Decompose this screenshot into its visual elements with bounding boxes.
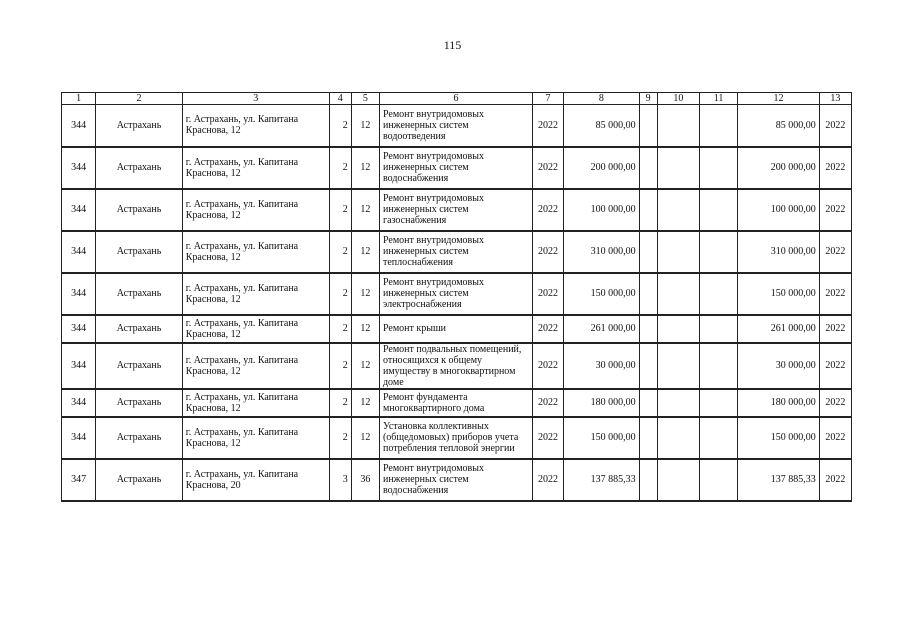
table-cell-col-8: 310 000,00 [564,231,639,273]
table-cell-col-12: 180 000,00 [738,389,820,417]
table-cell-col-9 [639,417,657,459]
column-header-4: 4 [329,93,351,105]
page-number: 115 [443,38,462,52]
table-row [62,343,852,389]
column-header-13: 13 [819,93,851,105]
table-cell-col-12: 137 885,33 [738,459,820,501]
table-cell-col-3: г. Астрахань, ул. Капитана Краснова, 20 [182,459,329,501]
table-cell-col-1: 344 [62,231,96,273]
table-cell-col-7: 2022 [532,417,563,459]
table-cell-col-13: 2022 [819,231,851,273]
table-cell-col-3: г. Астрахань, ул. Капитана Краснова, 12 [182,231,329,273]
table-cell-col-7: 2022 [532,315,563,343]
table-cell-col-1: 344 [62,147,96,189]
table-cell-col-8: 261 000,00 [564,315,639,343]
table-cell-col-9 [639,189,657,231]
table-cell-col-1: 347 [62,459,96,501]
table-cell-col-8: 200 000,00 [564,147,639,189]
table-cell-col-1: 344 [62,389,96,417]
table-cell-col-13: 2022 [819,417,851,459]
table-cell-col-8: 180 000,00 [564,389,639,417]
column-header-8: 8 [564,93,639,105]
table-cell-col-12: 100 000,00 [738,189,820,231]
table-row [62,315,852,343]
table-cell-col-7: 2022 [532,105,563,147]
table-cell-col-1: 344 [62,105,96,147]
table-row [62,273,852,315]
table-cell-col-6: Ремонт внутридомовых инженерных систем водоотведения [379,105,532,147]
table-cell-col-4: 2 [329,343,351,389]
table-cell-col-9 [639,231,657,273]
table-cell-col-13: 2022 [819,315,851,343]
table-cell-col-2: Астрахань [96,273,183,315]
table-cell-col-7: 2022 [532,343,563,389]
table-cell-col-9 [639,389,657,417]
column-header-3: 3 [182,93,329,105]
column-header-7: 7 [532,93,563,105]
table-cell-col-7: 2022 [532,231,563,273]
table-cell-col-12: 30 000,00 [738,343,820,389]
table-cell-col-11 [699,417,737,459]
table-row [62,189,852,231]
table-cell-col-2: Астрахань [96,417,183,459]
table-cell-col-5: 12 [351,315,379,343]
table-cell-col-4: 2 [329,147,351,189]
table-cell-col-13: 2022 [819,459,851,501]
table-cell-col-6: Установка коллективных (общедомовых) приборов учета потребления тепловой энергии [379,417,532,459]
table-cell-col-10 [657,459,699,501]
column-header-6: 6 [379,93,532,105]
column-header-10: 10 [657,93,699,105]
table-cell-col-9 [639,105,657,147]
table-cell-col-5: 12 [351,417,379,459]
table-cell-col-6: Ремонт внутридомовых инженерных систем газоснабжения [379,189,532,231]
table-cell-col-3: г. Астрахань, ул. Капитана Краснова, 12 [182,343,329,389]
table-cell-col-6: Ремонт внутридомовых инженерных систем водоснабжения [379,459,532,501]
table-body [62,105,852,501]
table-cell-col-9 [639,147,657,189]
table-cell-col-11 [699,459,737,501]
table-cell-col-4: 3 [329,459,351,501]
table-cell-col-13: 2022 [819,389,851,417]
table-cell-col-6: Ремонт внутридомовых инженерных систем электроснабжения [379,273,532,315]
table-cell-col-9 [639,343,657,389]
table-row [62,105,852,147]
table-cell-col-8: 100 000,00 [564,189,639,231]
table-cell-col-10 [657,273,699,315]
table-cell-col-7: 2022 [532,389,563,417]
table-cell-col-2: Астрахань [96,105,183,147]
table-cell-col-13: 2022 [819,343,851,389]
table-cell-col-8: 137 885,33 [564,459,639,501]
table-cell-col-3: г. Астрахань, ул. Капитана Краснова, 12 [182,147,329,189]
table-cell-col-9 [639,315,657,343]
table-cell-col-12: 150 000,00 [738,273,820,315]
table-cell-col-6: Ремонт внутридомовых инженерных систем водоснабжения [379,147,532,189]
table-cell-col-11 [699,105,737,147]
table-cell-col-6: Ремонт фундамента многоквартирного дома [379,389,532,417]
table-cell-col-5: 12 [351,147,379,189]
table-cell-col-1: 344 [62,315,96,343]
table-header [62,93,852,105]
table-cell-col-10 [657,105,699,147]
table-cell-col-3: г. Астрахань, ул. Капитана Краснова, 12 [182,189,329,231]
table-cell-col-11 [699,147,737,189]
table-cell-col-2: Астрахань [96,189,183,231]
table-cell-col-6: Ремонт подвальных помещений, относящихся к общему имуществу в многоквартирном доме [379,343,532,389]
table-row [62,147,852,189]
table-cell-col-2: Астрахань [96,343,183,389]
table-cell-col-11 [699,231,737,273]
table-cell-col-13: 2022 [819,105,851,147]
table-cell-col-11 [699,343,737,389]
table-cell-col-3: г. Астрахань, ул. Капитана Краснова, 12 [182,417,329,459]
table-cell-col-3: г. Астрахань, ул. Капитана Краснова, 12 [182,105,329,147]
table-cell-col-10 [657,231,699,273]
table-cell-col-10 [657,343,699,389]
table-cell-col-7: 2022 [532,273,563,315]
table-cell-col-9 [639,459,657,501]
table-cell-col-4: 2 [329,315,351,343]
table-cell-col-6: Ремонт внутридомовых инженерных систем теплоснабжения [379,231,532,273]
column-header-11: 11 [699,93,737,105]
table-cell-col-5: 12 [351,105,379,147]
table-cell-col-5: 12 [351,273,379,315]
table-cell-col-10 [657,417,699,459]
table-cell-col-4: 2 [329,273,351,315]
table-cell-col-10 [657,147,699,189]
table-cell-col-12: 261 000,00 [738,315,820,343]
table-cell-col-7: 2022 [532,147,563,189]
table-cell-col-10 [657,315,699,343]
table-cell-col-10 [657,389,699,417]
table-row [62,231,852,273]
table-cell-col-6: Ремонт крыши [379,315,532,343]
column-header-9: 9 [639,93,657,105]
table-cell-col-2: Астрахань [96,147,183,189]
table-cell-col-2: Астрахань [96,315,183,343]
works-table [61,92,852,502]
table-cell-col-4: 2 [329,389,351,417]
header-row [62,93,852,105]
table-cell-col-1: 344 [62,343,96,389]
table-cell-col-5: 12 [351,343,379,389]
table-cell-col-12: 85 000,00 [738,105,820,147]
table-cell-col-3: г. Астрахань, ул. Капитана Краснова, 12 [182,389,329,417]
table-cell-col-10 [657,189,699,231]
table-cell-col-12: 200 000,00 [738,147,820,189]
table-cell-col-3: г. Астрахань, ул. Капитана Краснова, 12 [182,315,329,343]
table-cell-col-9 [639,273,657,315]
table-cell-col-5: 12 [351,189,379,231]
table-cell-col-8: 150 000,00 [564,273,639,315]
table-cell-col-11 [699,273,737,315]
table-cell-col-1: 344 [62,417,96,459]
table-row [62,389,852,417]
table-cell-col-7: 2022 [532,459,563,501]
column-header-5: 5 [351,93,379,105]
table-cell-col-2: Астрахань [96,389,183,417]
table-cell-col-2: Астрахань [96,459,183,501]
table-cell-col-5: 12 [351,389,379,417]
table-cell-col-4: 2 [329,231,351,273]
table-cell-col-11 [699,315,737,343]
table-cell-col-12: 310 000,00 [738,231,820,273]
table-cell-col-13: 2022 [819,273,851,315]
table-cell-col-8: 30 000,00 [564,343,639,389]
table-cell-col-5: 36 [351,459,379,501]
table-cell-col-7: 2022 [532,189,563,231]
table-cell-col-1: 344 [62,273,96,315]
table-cell-col-1: 344 [62,189,96,231]
table-cell-col-4: 2 [329,189,351,231]
table-row [62,417,852,459]
table-cell-col-8: 85 000,00 [564,105,639,147]
column-header-2: 2 [96,93,183,105]
table-cell-col-3: г. Астрахань, ул. Капитана Краснова, 12 [182,273,329,315]
table-cell-col-4: 2 [329,417,351,459]
table-cell-col-8: 150 000,00 [564,417,639,459]
column-header-1: 1 [62,93,96,105]
table-cell-col-13: 2022 [819,147,851,189]
table-cell-col-5: 12 [351,231,379,273]
table-cell-col-13: 2022 [819,189,851,231]
table-cell-col-12: 150 000,00 [738,417,820,459]
table-cell-col-11 [699,389,737,417]
table-cell-col-4: 2 [329,105,351,147]
table-cell-col-11 [699,189,737,231]
column-header-12: 12 [738,93,820,105]
table-cell-col-2: Астрахань [96,231,183,273]
table-row [62,459,852,501]
